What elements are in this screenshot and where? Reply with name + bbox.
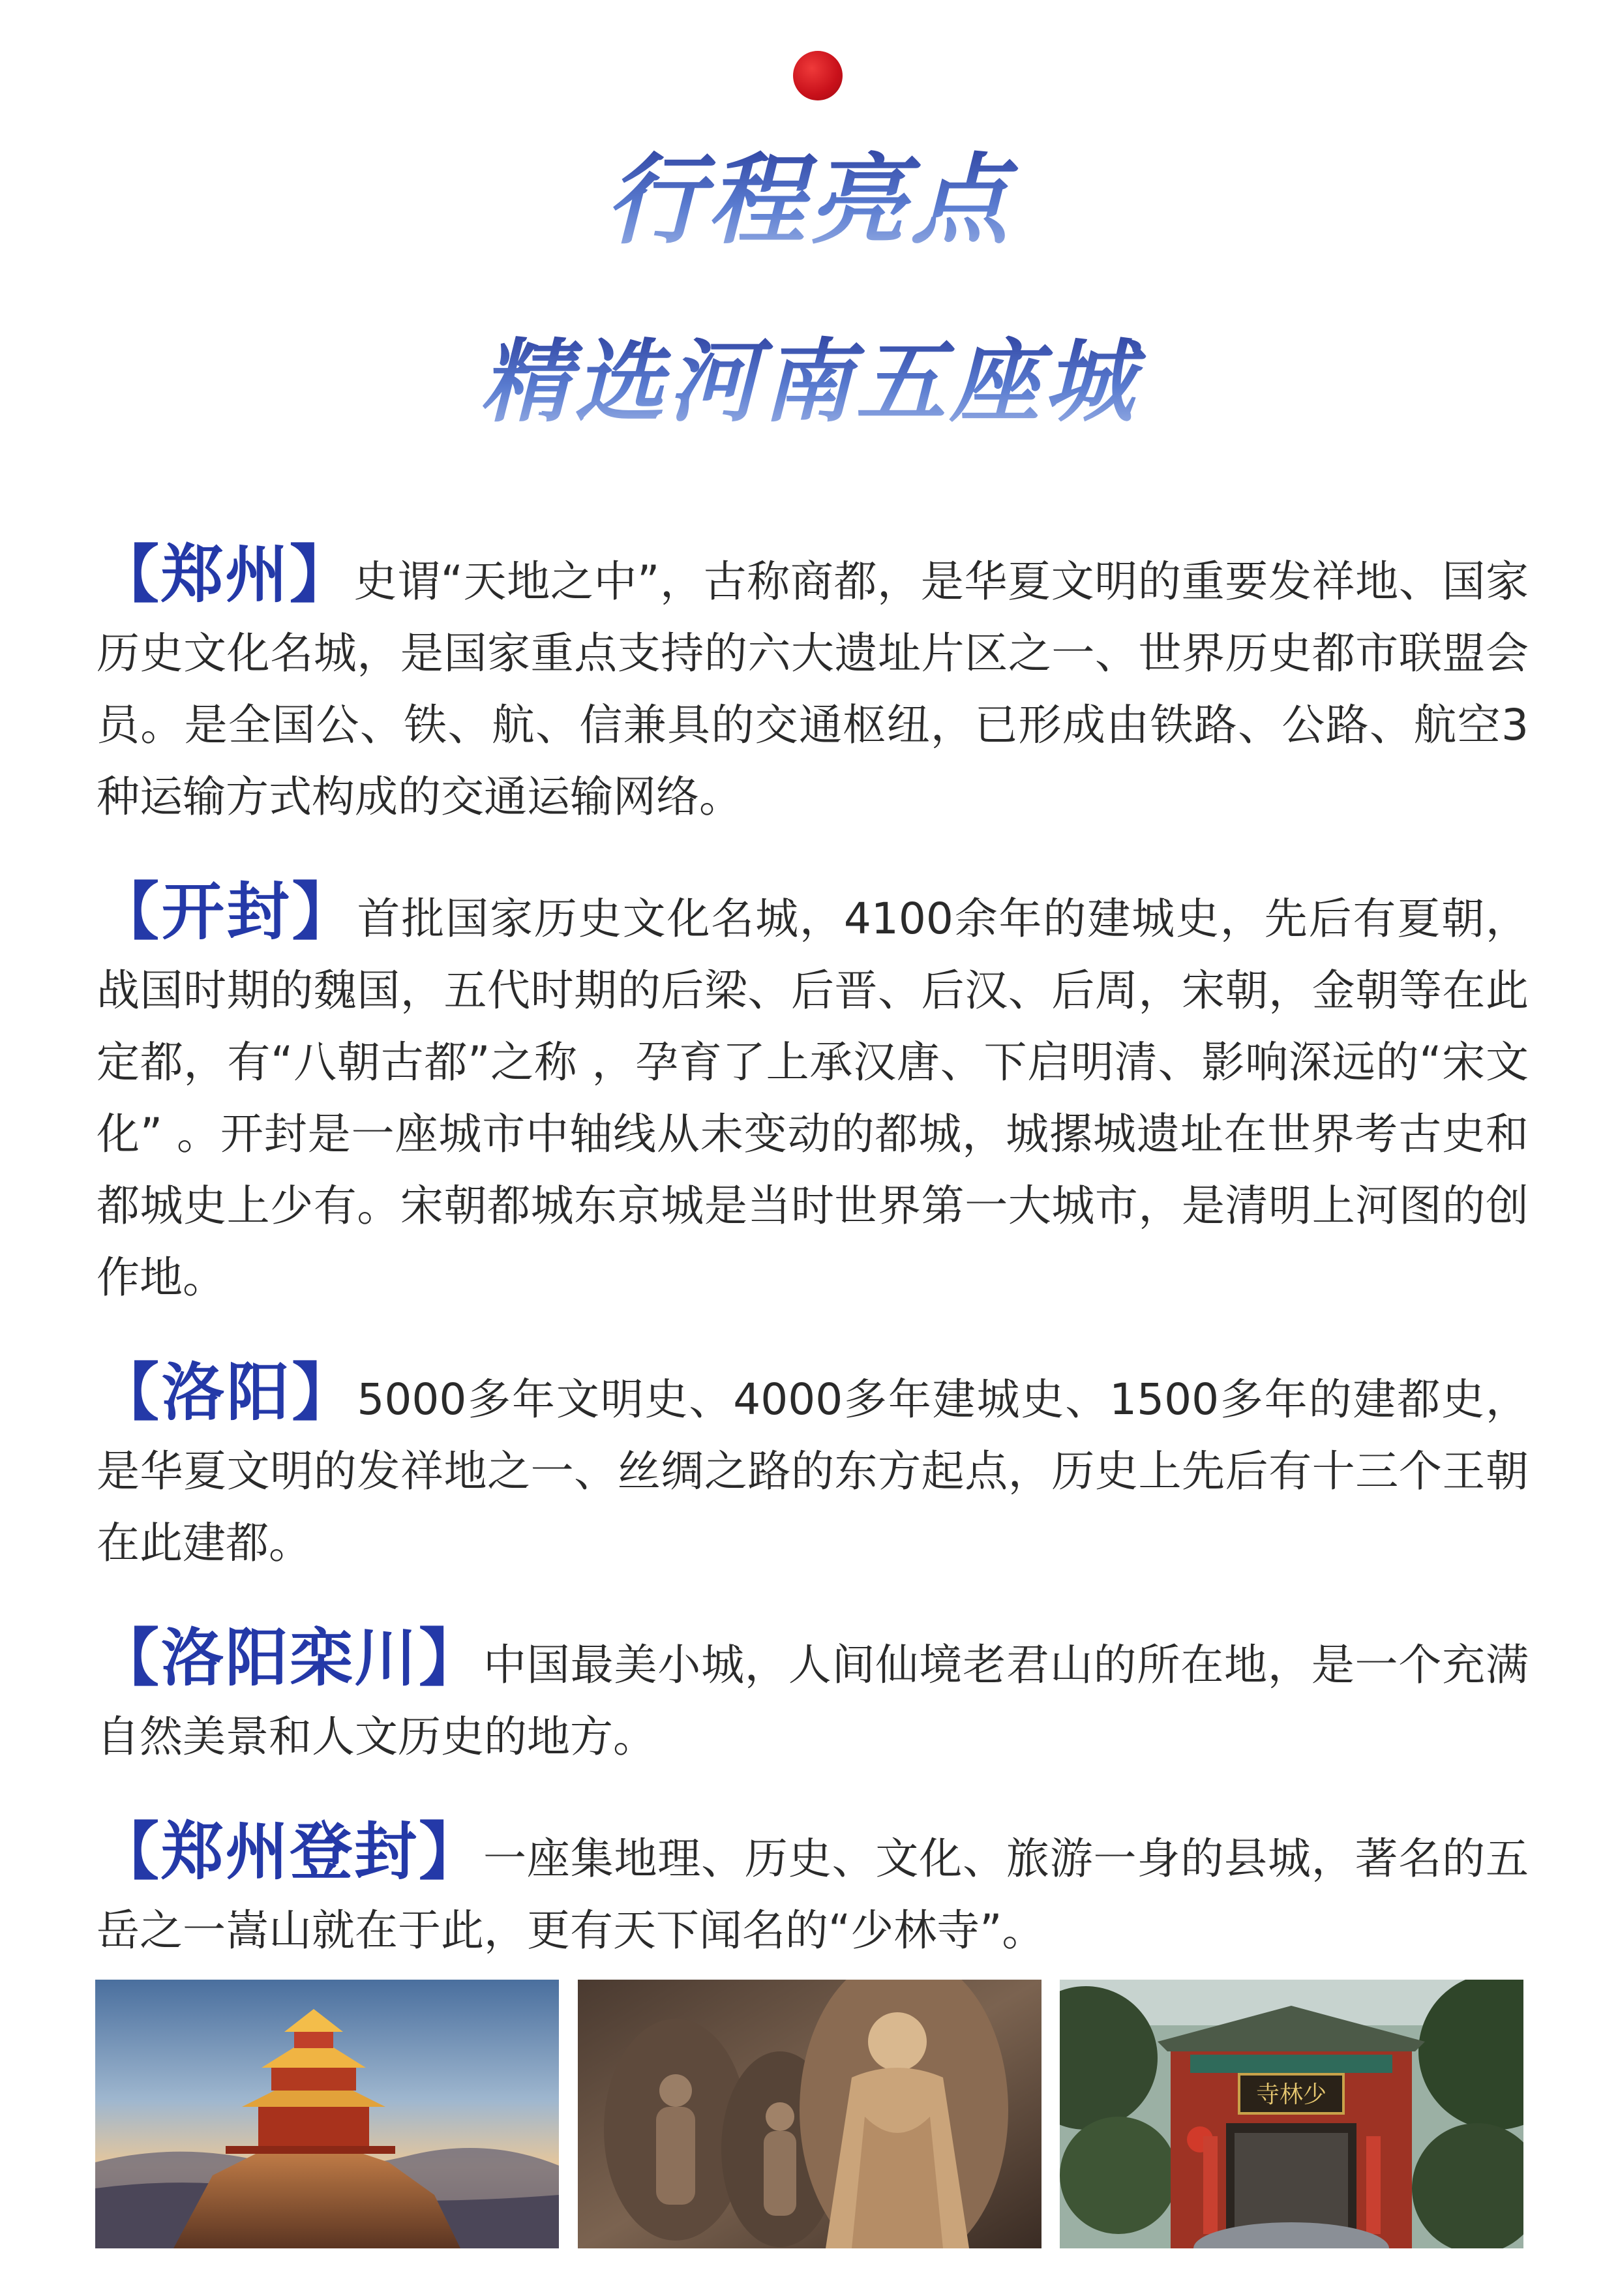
section-text: 首批国家历史文化名城，4100余年的建城史，先后有夏朝，战国时期的魏国，五代时期的后梁、后晋、后汉、后周，宋朝，金朝等在此定都，有“八朝古都”之称 ，孕育了上承汉唐、下启明清、影响深远的“宋文化” 。开封是一座城市中轴线从未变动的都城，城摞城遗址在世界考古史和都城史上少有。宋朝都城东京城是当时世界第一大城市，是清明上河图的创作地。	[97, 894, 1529, 1303]
photo-strip	[95, 1980, 1523, 2248]
city-label: 【开封】	[97, 875, 357, 948]
section-luanchuan	[97, 1622, 1529, 1773]
section-text: 史谓“天地之中”，古称商都，是华夏文明的重要发祥地、国家历史文化名城，是国家重点支持的六大遗址片区之一、世界历史都市联盟会员。是全国公、铁、航、信兼具的交通枢纽，已形成由铁路、公路、航空3种运输方式构成的交通运输网络。	[97, 556, 1529, 822]
section-text: 5000多年文明史、4000多年建城史、1500多年的建都史，是华夏文明的发祥地之一、丝绸之路的东方起点，历史上先后有十三个王朝在此建都。	[97, 1374, 1529, 1568]
city-label: 【郑州登封】	[97, 1815, 483, 1888]
shaolin-sign-text: 寺林少	[1255, 2081, 1327, 2108]
shaolin-temple-photo	[1060, 1980, 1523, 2248]
city-label: 【郑州】	[97, 538, 354, 611]
city-label: 【洛阳】	[97, 1356, 357, 1429]
section-luoyang	[97, 1357, 1529, 1579]
section-dengfeng	[97, 1816, 1529, 1967]
page-subtitle: 精选河南五座城	[0, 326, 1618, 437]
section-text: 一座集地理、历史、文化、旅游一身的县城，著名的五岳之一嵩山就在于此，更有天下闻名的“少林寺”。	[97, 1834, 1529, 1956]
section-text: 中国最美小城，人间仙境老君山的所在地，是一个充满自然美景和人文历史的地方。	[97, 1640, 1529, 1762]
laojun-mountain-photo	[95, 1980, 559, 2248]
page-title: 行程亮点	[0, 138, 1618, 262]
red-dot-ornament	[793, 51, 843, 100]
longmen-grottoes-photo	[578, 1980, 1041, 2248]
city-sections	[97, 496, 1529, 1994]
city-label: 【洛阳栾川】	[97, 1622, 483, 1695]
section-zhengzhou	[97, 539, 1529, 833]
section-kaifeng	[97, 876, 1529, 1314]
